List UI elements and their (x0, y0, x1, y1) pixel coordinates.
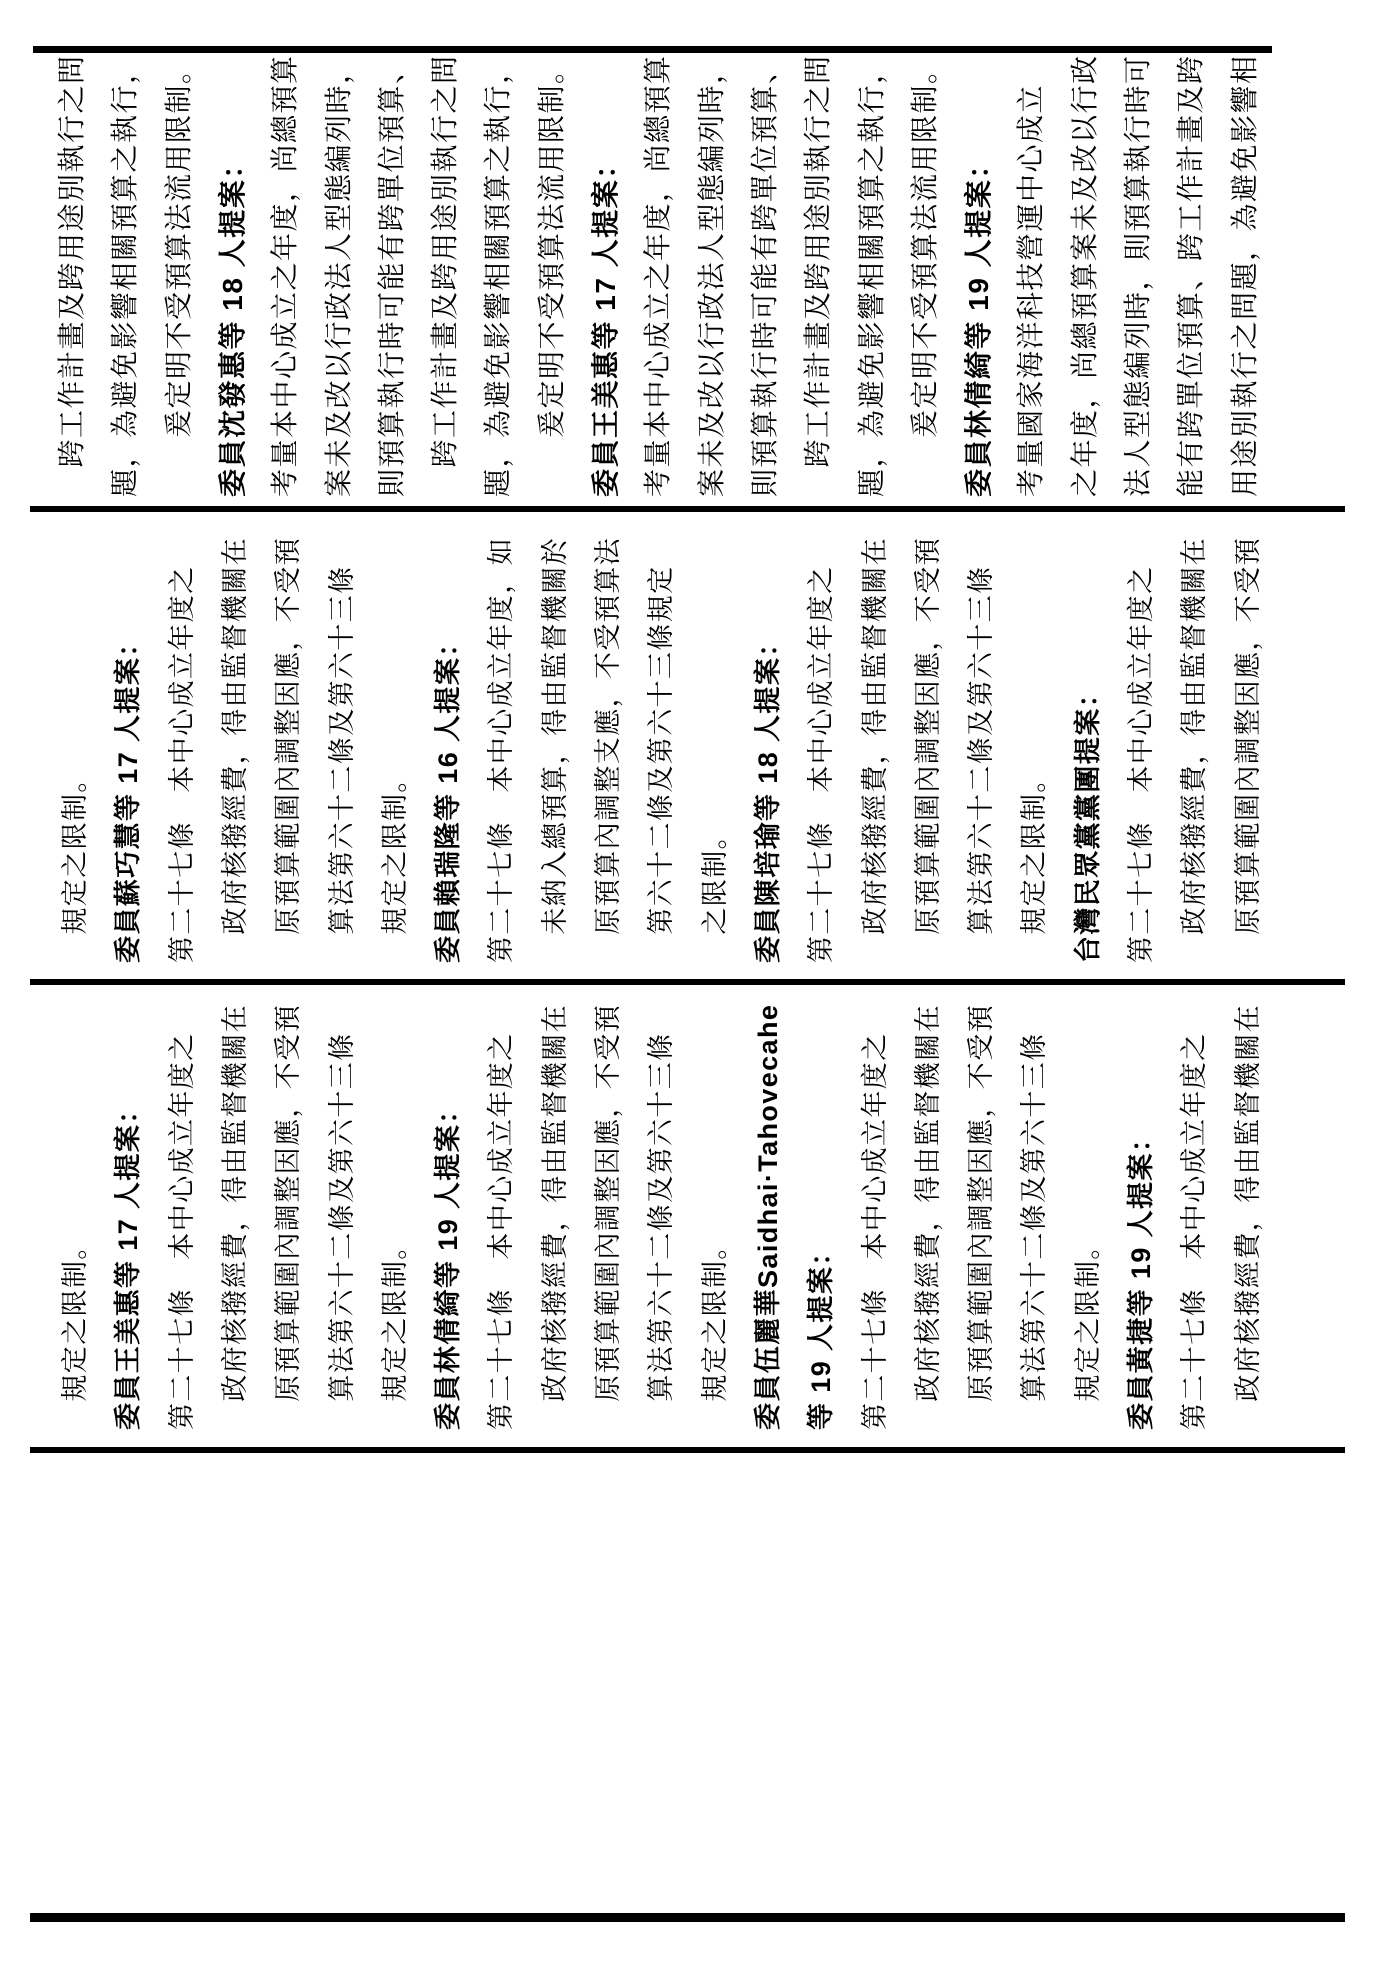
article-text-line: 政府核撥經費，得由監督機關在 (1232, 1004, 1263, 1402)
article-text-line: 原預算範圍內調整因應，不受預 (912, 537, 943, 935)
article-text-line: 第二十七條 本中心成立年度之 (166, 565, 197, 963)
proposal-heading-line: 委員蘇巧慧等 17 人提案： (113, 628, 144, 963)
article-text-line: 原預算範圍內調整因應，不受預 (593, 1004, 623, 1402)
article-text-line: 法人型態編列時，則預算執行時可 (1123, 54, 1154, 497)
article-text-line: 跨工作計畫及跨用途別執行之問 (430, 54, 462, 468)
article-text-line: 爰定明不受預算法流用限制。 (909, 54, 941, 438)
article-text-line: 算法第六十二條及第六十三條 (326, 565, 357, 935)
article-text-line: 題，為避免影響相關預算之執行， (483, 54, 515, 497)
article-text-line: 之年度，尚總預算案未及改以行政 (1069, 54, 1101, 497)
article-text-line: 原預算範圍內調整因應，不受預 (966, 1004, 997, 1402)
article-text-line: 原預算範圍內調整因應，不受預 (1232, 537, 1263, 935)
article-text-line: 跨工作計畫及跨用途別執行之問 (57, 54, 88, 468)
article-text-line: 算法第六十二條及第六十三條 (326, 1032, 357, 1402)
article-text-line: 政府核撥經費，得由監督機關在 (912, 1004, 943, 1402)
article-text-line: 題，為避免影響相關預算之執行， (856, 54, 888, 497)
article-text-line: 考量本中心成立之年度，尚總預算 (270, 54, 302, 497)
proposal-heading-line: 等 19 人提案： (806, 1237, 837, 1430)
proposal-heading-line: 委員王美惠等 17 人提案： (113, 1095, 144, 1430)
article-text-line: 原預算範圍內調整因應，不受預 (273, 537, 304, 935)
proposal-heading-line: 委員林倩綺等 19 人提案： (963, 149, 995, 497)
article-text-line: 規定之限制。 (379, 764, 410, 935)
article-text-line: 用途別執行之問題，為避免影響相 (1229, 54, 1261, 497)
article-text-line: 政府核撥經費，得由監督機關在 (539, 1004, 570, 1402)
article-text-line: 未納入總預算，得由監督機關於 (539, 537, 570, 935)
proposal-heading-line: 委員王美惠等 17 人提案： (590, 149, 621, 497)
article-text-line: 之限制。 (699, 821, 730, 935)
article-text-line: 第六十二條及第六十三條規定 (646, 565, 677, 935)
article-text-line: 政府核撥經費，得由監督機關在 (219, 537, 250, 935)
article-text-line: 規定之限制。 (60, 764, 90, 935)
proposal-heading-line: 委員伍麗華Saidhai·Tahovecahe (752, 1003, 783, 1430)
article-text-line: 原預算範圍內調整因應，不受預 (273, 1004, 304, 1402)
article-text-line: 案未及改以行政法人型態編列時， (696, 54, 728, 497)
article-text-line: 爰定明不受預算法流用限制。 (536, 54, 568, 438)
article-text-line: 考量國家海洋科技營運中心成立 (1016, 83, 1048, 497)
article-text-line: 第二十七條 本中心成立年度之 (1179, 1032, 1210, 1430)
article-text-line: 爰定明不受預算法流用限制。 (163, 54, 195, 438)
article-text-line: 原預算內調整支應，不受預算法 (593, 537, 623, 935)
article-text-line: 規定之限制。 (60, 1231, 90, 1402)
article-text-line: 第二十七條 本中心成立年度之 (166, 1032, 197, 1430)
article-text-line: 算法第六十二條及第六十三條 (1019, 1032, 1050, 1402)
article-text-line: 能有跨單位預算、跨工作計畫及跨 (1176, 54, 1208, 497)
article-text-line: 則預算執行時可能有跨單位預算、 (749, 54, 781, 497)
article-text-line: 政府核撥經費，得由監督機關在 (219, 1004, 250, 1402)
article-text-line: 考量本中心成立之年度，尚總預算 (643, 54, 675, 497)
proposal-heading-line: 委員林倩綺等 19 人提案： (433, 1095, 464, 1430)
article-text-line: 第二十七條 本中心成立年度之 (1126, 565, 1156, 963)
article-text-line: 案未及改以行政法人型態編列時， (323, 54, 355, 497)
article-text-line: 第二十七條 本中心成立年度之 (486, 1032, 517, 1430)
proposal-heading-line: 委員陳培瑜等 18 人提案： (752, 628, 783, 963)
article-text-line: 跨工作計畫及跨用途別執行之問 (803, 54, 835, 468)
proposal-heading-line: 委員黃捷等 19 人提案： (1126, 1123, 1156, 1430)
article-text-line: 規定之限制。 (1072, 1231, 1103, 1402)
article-text-line: 政府核撥經費，得由監督機關在 (859, 537, 890, 935)
article-text-line: 政府核撥經費，得由監督機關在 (1179, 537, 1210, 935)
article-text-line: 第二十七條 本中心成立年度，如 (486, 537, 517, 963)
article-text-line: 算法第六十二條及第六十三條 (966, 565, 997, 935)
article-text-line: 算法第六十二條及第六十三條 (646, 1032, 677, 1402)
article-text-line: 題，為避免影響相關預算之執行， (110, 54, 142, 497)
proposal-heading-line: 台灣民眾黨黨團提案： (1072, 679, 1103, 963)
article-text-line: 第二十七條 本中心成立年度之 (859, 1032, 890, 1430)
article-text-line: 規定之限制。 (1019, 764, 1050, 935)
article-text-line: 則預算執行時可能有跨單位預算、 (376, 54, 408, 497)
proposal-heading-line: 委員賴瑞隆等 16 人提案： (433, 628, 464, 963)
article-text-line: 第二十七條 本中心成立年度之 (806, 565, 837, 963)
proposal-heading-line: 委員沈發惠等 18 人提案： (216, 149, 248, 497)
article-text-line: 規定之限制。 (699, 1231, 730, 1402)
article-text-line: 規定之限制。 (379, 1231, 410, 1402)
